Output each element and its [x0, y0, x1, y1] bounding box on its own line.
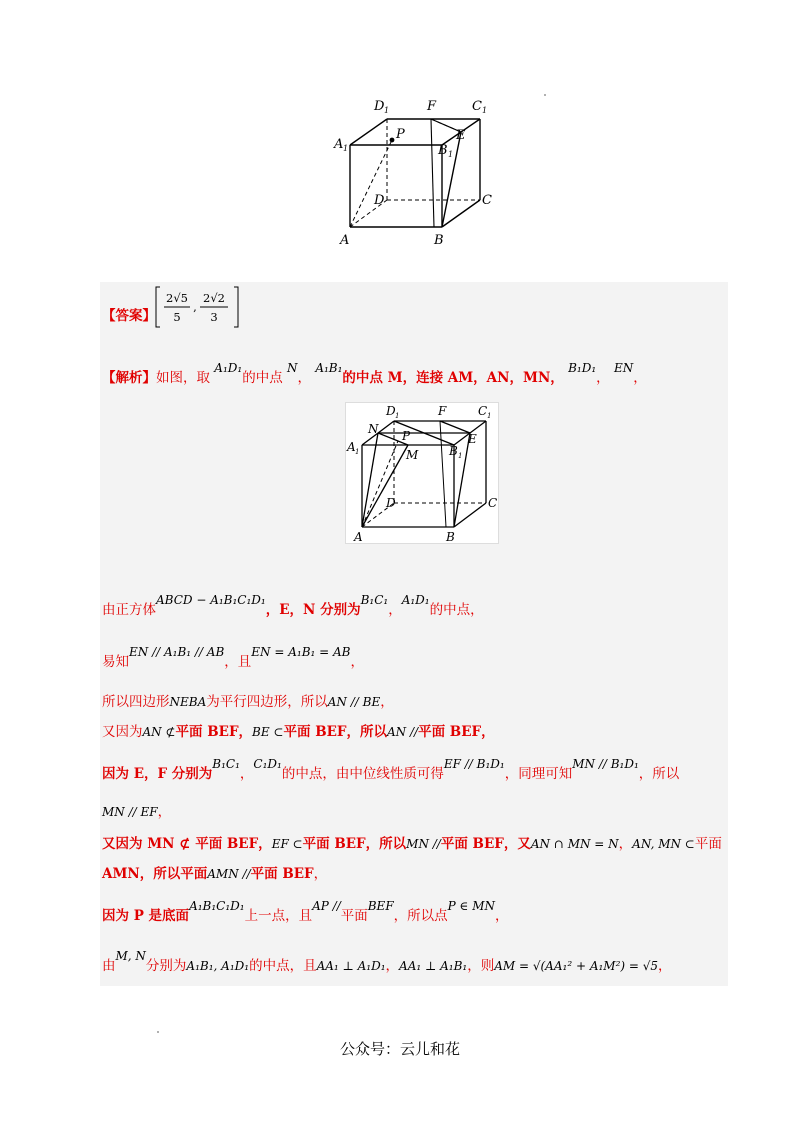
math: BE ⊂	[252, 725, 284, 739]
math: AN ∩ MN = N	[530, 837, 619, 851]
math: N	[287, 361, 298, 375]
frac1-numerator: 2√5	[166, 291, 188, 305]
text: ，	[297, 370, 312, 386]
label-m: M	[406, 448, 419, 462]
text: ，	[157, 804, 172, 820]
math: EN = A₁B₁ = AB	[251, 645, 351, 659]
text: 又因为	[102, 724, 143, 740]
label-d1-sub: 1	[395, 412, 400, 420]
text: ，则	[467, 958, 495, 974]
cube-figure-top	[330, 92, 500, 252]
solution-line-8	[102, 862, 327, 882]
answer-interval	[154, 285, 244, 329]
math: EN // A₁B₁ // AB	[129, 645, 225, 659]
label-a1: A	[334, 137, 344, 152]
label-d1: D	[386, 404, 396, 418]
solution-line-9	[102, 899, 509, 924]
text: ，	[350, 654, 364, 670]
math: AMN //	[207, 867, 251, 881]
text: ，	[633, 370, 647, 386]
analysis-line	[102, 361, 647, 386]
math: AM = √(AA₁² + A₁M²) = √5	[494, 959, 659, 973]
text: 平面 BEF	[250, 866, 314, 882]
text: 由正方体	[102, 602, 156, 618]
math: AN //	[387, 725, 419, 739]
label-d1: D	[374, 99, 385, 114]
frac2-denominator: 3	[210, 310, 218, 324]
text: ，	[388, 602, 402, 618]
text: ，	[313, 866, 328, 882]
text: ，	[618, 836, 633, 852]
label-f: F	[427, 99, 437, 114]
label-f: F	[438, 404, 447, 418]
math: MN // B₁D₁	[572, 757, 639, 771]
frac2-numerator: 2√2	[203, 291, 225, 305]
text: 因为 P 是底面	[102, 908, 190, 924]
math: AP //	[312, 899, 341, 913]
math: EF ⊂	[271, 837, 303, 851]
math: ABCD − A₁B₁C₁D₁	[156, 593, 266, 607]
math: A₁B₁, A₁D₁	[186, 959, 250, 973]
text: 又因为 MN ⊄ 平面 BEF，	[102, 836, 272, 852]
label-c1: C	[472, 99, 482, 114]
math: B₁D₁	[568, 361, 597, 375]
math: B₁C₁	[360, 593, 389, 607]
label-a: A	[354, 530, 363, 544]
label-d: D	[374, 193, 385, 208]
math: M, N	[115, 949, 146, 963]
text: ，	[380, 694, 394, 710]
text: ，	[658, 958, 672, 974]
footer-wechat-account: 公众号：云儿和花	[339, 1040, 460, 1058]
math: AN // BE	[327, 695, 381, 709]
answer-tag: 【答案】	[102, 308, 156, 324]
point-p	[390, 138, 395, 143]
label-a1-sub: 1	[343, 144, 349, 153]
text: 分别为	[145, 958, 187, 974]
text: 平面	[340, 908, 368, 924]
label-b1-sub: 1	[458, 452, 463, 460]
math: AA₁ ⊥ A₁D₁	[316, 959, 386, 973]
text: 为平行四边形，所以	[206, 694, 328, 710]
math: MN // EF	[102, 805, 158, 819]
label-b1: B	[438, 143, 448, 158]
math: EN	[613, 361, 634, 375]
text: AMN，所以平面	[102, 866, 208, 882]
text: ，所以	[638, 766, 680, 782]
math: C₁D₁	[253, 757, 282, 771]
label-e: E	[468, 432, 477, 446]
label-e: E	[456, 128, 466, 143]
svg-text:,: ,	[193, 300, 197, 314]
text: 平面 BEF，	[418, 724, 495, 740]
stray-dot	[544, 94, 546, 96]
text: 因为 E，F 分别为	[102, 766, 213, 782]
label-c: C	[488, 496, 498, 510]
text: 上一点，且	[244, 908, 313, 924]
math: NEBA	[169, 695, 207, 709]
math: A₁B₁	[315, 361, 343, 375]
text: 易知	[102, 654, 129, 670]
text: ，E，N 分别为	[265, 602, 361, 618]
text: 所以四边形	[102, 694, 170, 710]
label-p: P	[396, 127, 405, 142]
text: 平面 BEF，又	[440, 836, 531, 852]
label-b: B	[446, 530, 455, 544]
solution-line-10	[102, 949, 672, 974]
math: EF // B₁D₁	[443, 757, 505, 771]
text: ，	[385, 958, 400, 974]
text: 的中点，且	[249, 958, 317, 974]
label-a1-sub: 1	[355, 448, 360, 456]
text: 的中点	[242, 370, 283, 386]
math: A₁D₁	[401, 593, 430, 607]
label-c1: C	[478, 404, 488, 418]
solution-line-3	[102, 690, 394, 710]
label-d1-sub: 1	[384, 106, 390, 115]
text: ，	[596, 370, 610, 386]
text: 平面 BEF，	[175, 724, 253, 740]
text: ，	[239, 766, 254, 782]
label-p: P	[402, 429, 411, 443]
math: AN ⊄	[142, 725, 176, 739]
math: P ∈ MN	[447, 899, 496, 913]
text: 平面 BEF，所以	[302, 836, 407, 852]
label-c1-sub: 1	[482, 106, 488, 115]
label-b1-sub: 1	[448, 150, 454, 159]
math: A₁D₁	[214, 361, 243, 375]
solution-line-6	[102, 800, 171, 820]
text: 的中点，	[429, 602, 484, 618]
cube-figure-mid	[345, 402, 499, 544]
text: ，所以点	[393, 908, 448, 924]
text: ，同理可知	[504, 766, 573, 782]
text: 的中点 M，连接 AM，AN，MN，	[342, 370, 564, 386]
text: 平面 BEF，所以	[283, 724, 387, 740]
frac1-denominator: 5	[173, 310, 181, 324]
math: AN, MN ⊂	[632, 837, 695, 851]
analysis-tag: 【解析】	[102, 370, 156, 386]
label-c: C	[482, 193, 492, 208]
solution-line-7	[102, 832, 722, 852]
label-a1: A	[347, 440, 356, 454]
solution-line-2	[102, 645, 364, 670]
solution-panel	[100, 282, 728, 986]
label-d: D	[386, 496, 396, 510]
text: 平面	[694, 836, 722, 852]
math: AA₁ ⊥ A₁B₁	[399, 959, 468, 973]
solution-line-4	[102, 720, 495, 740]
math: BEF	[367, 899, 394, 913]
label-b1: B	[449, 444, 458, 458]
math: B₁C₁	[212, 757, 240, 771]
math: A₁B₁C₁D₁	[189, 899, 245, 913]
text: 由	[102, 958, 116, 974]
text: ，	[495, 908, 509, 924]
label-b: B	[434, 233, 444, 248]
solution-line-5	[102, 757, 680, 782]
label-n: N	[368, 422, 379, 436]
label-a: A	[340, 233, 350, 248]
math: MN //	[406, 837, 441, 851]
text: 如图，取	[156, 370, 210, 386]
stray-dot	[157, 1031, 159, 1033]
text: ，且	[224, 654, 252, 670]
text: 的中点，由中位线性质可得	[281, 766, 444, 782]
solution-line-1	[102, 593, 484, 618]
label-c1-sub: 1	[487, 412, 492, 420]
